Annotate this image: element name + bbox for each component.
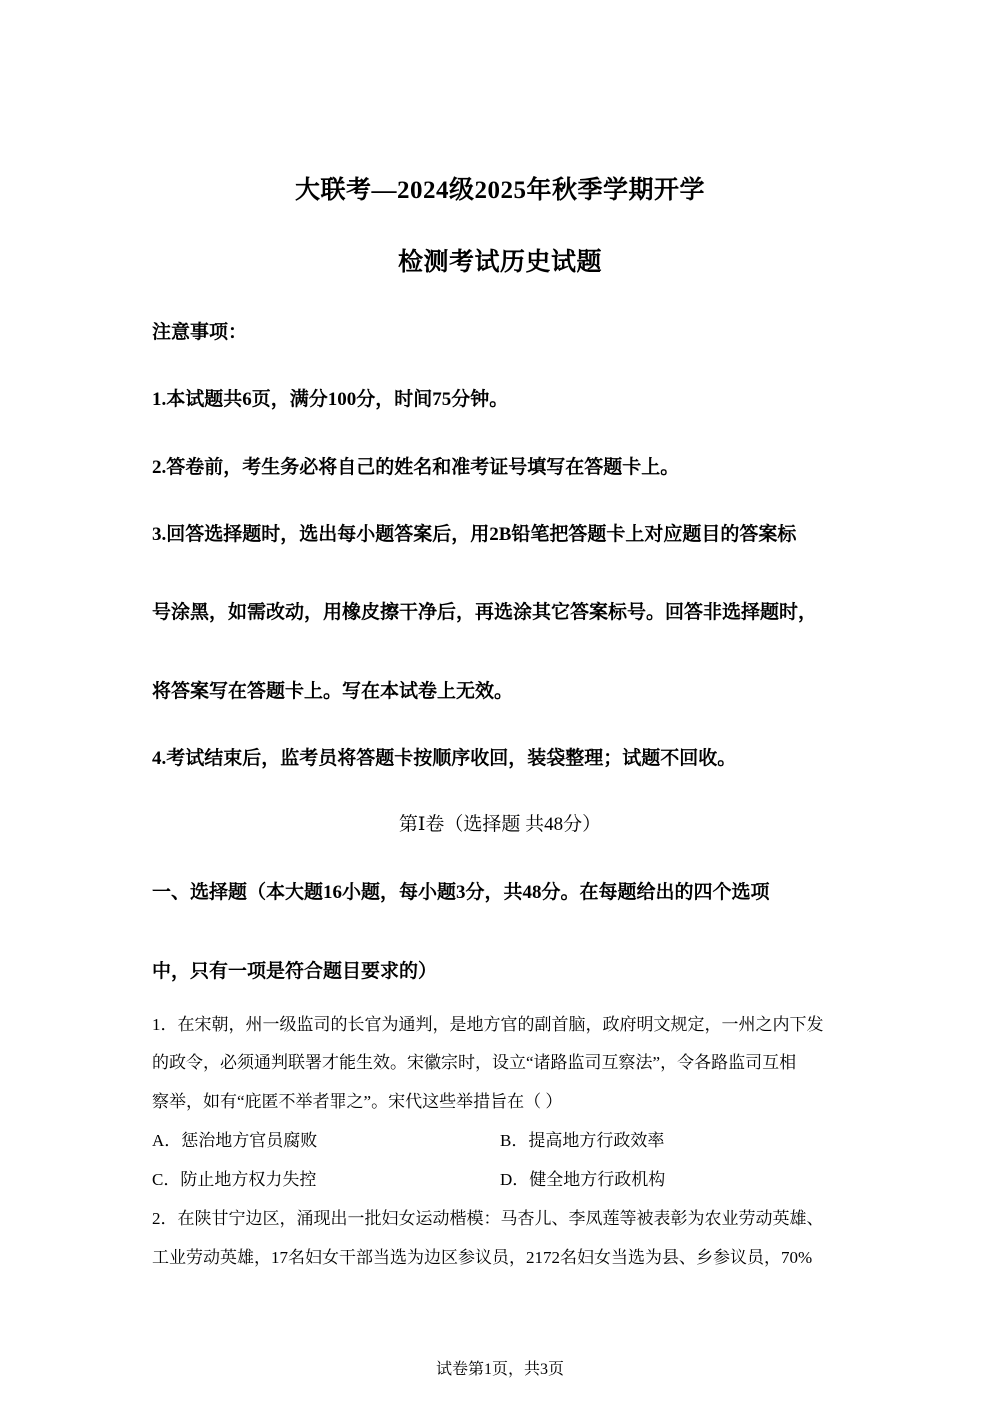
page-footer: 试卷第1页，共3页 (435, 1361, 564, 1378)
question-1-option-d: D．健全地方行政机构 (500, 1170, 666, 1189)
question-1-line2: 的政令，必须通判联署才能生效。宋徽宗时，设立“诸路监司互察法”，令各路监司互相 (152, 1053, 797, 1072)
question-1-line1: 1．在宋朝，州一级监司的长官为通判，是地方官的副首脑，政府明文规定，一州之内下发 (152, 1015, 824, 1034)
question-2-line2: 工业劳动英雄，17名妇女干部当选为边区参议员，2172名妇女当选为县、乡参议员，70% (152, 1248, 813, 1267)
question-2-line1: 2．在陕甘宁边区，涌现出一批妇女运动楷模：马杏儿、李凤莲等被表彰为农业劳动英雄、 (152, 1209, 824, 1228)
part-heading-line1: 一、选择题（本大题16小题，每小题3分，共48分。在每题给出的四个选项 (152, 882, 770, 903)
exam-title-line1: 大联考—2024级2025年秋季学期开学 (294, 177, 705, 204)
question-1-option-a: A．惩治地方官员腐败 (152, 1131, 318, 1150)
question-1-option-c: C．防止地方权力失控 (152, 1170, 317, 1189)
notice-item-1: 1.本试题共6页，满分100分，时间75分钟。 (152, 389, 509, 410)
exam-title-line2: 检测考试历史试题 (397, 249, 602, 276)
notice-heading: 注意事项： (152, 322, 248, 343)
part-heading-line2: 中，只有一项是符合题目要求的） (152, 961, 438, 982)
notice-item-3-line3: 将答案写在答题卡上。写在本试卷上无效。 (152, 681, 514, 702)
volume-title: 第Ⅰ卷（选择题 共48分） (398, 814, 602, 835)
notice-item-3-line1: 3.回答选择题时，选出每小题答案后，用2B铅笔把答题卡上对应题目的答案标 (152, 524, 797, 545)
notice-item-3-line2: 号涂黑，如需改动，用橡皮擦干净后，再选涂其它答案标号。回答非选择题时， (152, 602, 818, 623)
notice-item-2: 2.答卷前，考生务必将自己的姓名和准考证号填写在答题卡上。 (152, 457, 680, 478)
notice-item-4: 4.考试结束后，监考员将答题卡按顺序收回，装袋整理；试题不回收。 (152, 748, 737, 769)
question-1-line3: 察举，如有“庇匿不举者罪之”。宋代这些举措旨在（ ） (152, 1092, 563, 1111)
question-1-option-b: B．提高地方行政效率 (500, 1131, 665, 1150)
